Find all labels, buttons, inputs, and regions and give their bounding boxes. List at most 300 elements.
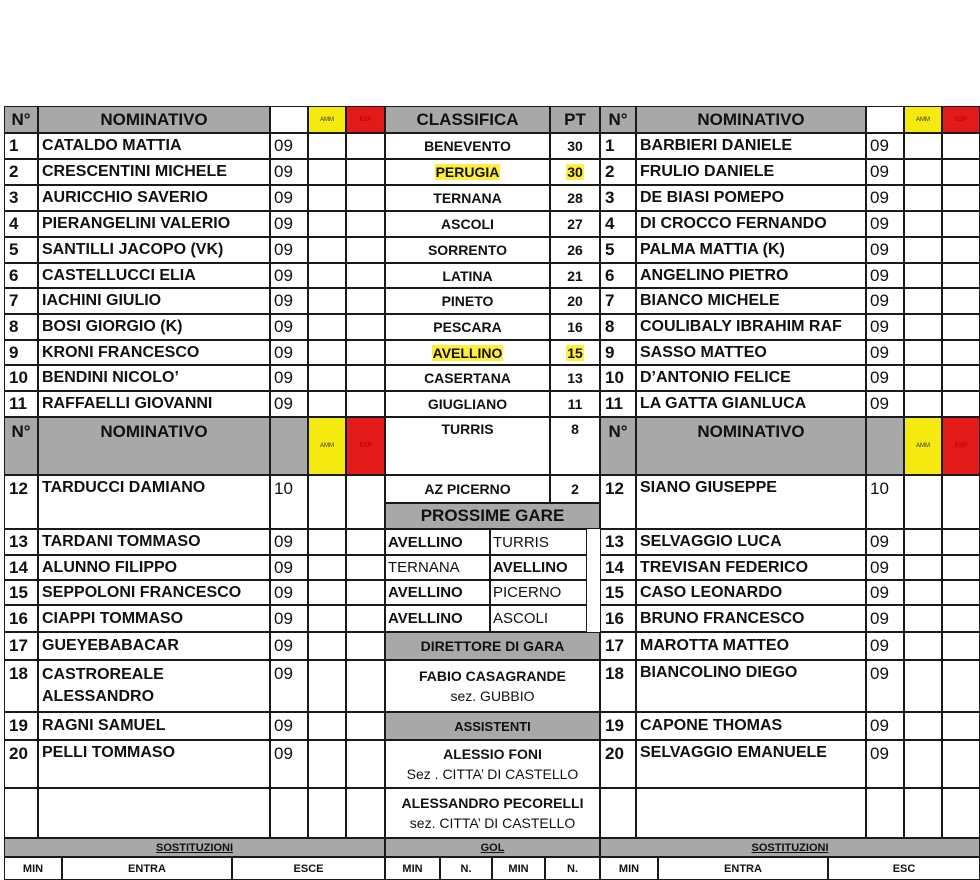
header-classifica: CLASSIFICA (385, 106, 550, 133)
right-sub-esp (942, 605, 980, 632)
right-empty-name (636, 788, 866, 838)
left-player-number: 5 (4, 237, 38, 263)
right-player-number: 6 (600, 263, 636, 288)
assistente1-name: ALESSIO FONI (443, 746, 542, 762)
right-player-name: FRULIO DANIELE (636, 159, 866, 185)
right-player-esp (942, 159, 980, 185)
left-player-matricola: 09 (270, 314, 308, 340)
left-player-esp (346, 263, 385, 288)
header-nominativo: NOMINATIVO (636, 106, 866, 133)
left-player-esp (346, 237, 385, 263)
left-sub-matricola: 09 (270, 529, 308, 555)
right-player-amm (904, 391, 942, 417)
right-player-esp (942, 237, 980, 263)
left-sub-esp (346, 660, 385, 712)
right-player-amm (904, 365, 942, 391)
header-esp-red: ESP (346, 106, 385, 133)
left-sostituzioni-header (4, 838, 385, 857)
left-player-matricola: 09 (270, 288, 308, 314)
left-sub-amm (308, 605, 346, 632)
standing-team (385, 340, 550, 365)
right-player-esp (942, 391, 980, 417)
team-points: 27 (567, 216, 583, 232)
right-sub-amm (904, 632, 942, 660)
left-player-matricola: 09 (270, 133, 308, 159)
left-player-amm (308, 365, 346, 391)
right-sub-esp (942, 475, 980, 529)
right-player-esp (942, 340, 980, 365)
direttore-label: DIRETTORE DI GARA (420, 638, 565, 654)
team-points: 28 (567, 190, 583, 206)
left-player-name: PIERANGELINI VALERIO (38, 211, 270, 237)
left-sub-amm (308, 740, 346, 788)
gol-label: GOL (480, 841, 505, 854)
left-sub-amm (308, 580, 346, 605)
right-player-name: ANGELINO PIETRO (636, 263, 866, 288)
left-player-name: CATALDO MATTIA (38, 133, 270, 159)
left-sub-number: 20 (4, 740, 38, 788)
assistenti-label: ASSISTENTI (454, 718, 531, 734)
right-player-amm (904, 159, 942, 185)
right-sub-amm (904, 712, 942, 740)
left-sub-amm (308, 475, 346, 529)
left-player-esp (346, 288, 385, 314)
right-player-amm (904, 340, 942, 365)
right-player-number: 4 (600, 211, 636, 237)
team-name: TERNANA (433, 190, 502, 206)
right-sub-amm (904, 740, 942, 788)
header-pt: PT (550, 106, 600, 133)
left-sub-name: ALUNNO FILIPPO (38, 555, 270, 580)
right-player-amm (904, 211, 942, 237)
left-sub-matricola: 09 (270, 632, 308, 660)
direttore-title (385, 632, 600, 660)
left-sub-number: 18 (4, 660, 38, 712)
right-sub-matricola: 09 (866, 580, 904, 605)
left-player-matricola: 09 (270, 237, 308, 263)
left-player-number: 10 (4, 365, 38, 391)
left-player-number: 9 (4, 340, 38, 365)
left-player-name: RAFFAELLI GIOVANNI (38, 391, 270, 417)
right-empty-amm (904, 788, 942, 838)
right-player-esp (942, 288, 980, 314)
right-player-esp (942, 211, 980, 237)
left-sub-name: CASTROREALE ALESSANDRO (38, 660, 270, 712)
right-sub-number: 20 (600, 740, 636, 788)
right-player-name: DI CROCCO FERNANDO (636, 211, 866, 237)
left-sub-esp (346, 740, 385, 788)
right-footer-min: MIN (600, 857, 658, 880)
right-player-number: 2 (600, 159, 636, 185)
right-sub-number: 18 (600, 660, 636, 712)
next-match-home: AVELLINO (385, 605, 490, 632)
standing-team (385, 391, 550, 417)
left-sub-number: 17 (4, 632, 38, 660)
next-match-away: PICERNO (490, 580, 587, 605)
gol-n-2: N. (545, 857, 600, 880)
right-empty-mat (866, 788, 904, 838)
left-footer-esce: ESCE (232, 857, 385, 880)
left-player-number: 7 (4, 288, 38, 314)
left-player-matricola: 09 (270, 185, 308, 211)
header-matricola (866, 106, 904, 133)
right-sub-name: BRUNO FRANCESCO (636, 605, 866, 632)
right-sub-amm (904, 580, 942, 605)
right-player-esp (942, 133, 980, 159)
right-player-matricola: 09 (866, 314, 904, 340)
header-nominativo: NOMINATIVO (38, 106, 270, 133)
left-player-amm (308, 391, 346, 417)
right-player-amm (904, 288, 942, 314)
left-footer-min: MIN (4, 857, 62, 880)
left-player-esp (346, 391, 385, 417)
next-match-home: TERNANA (385, 555, 490, 580)
standing-team (385, 263, 550, 288)
left-sub-esp (346, 580, 385, 605)
team-name: CASERTANA (424, 370, 511, 386)
right-sub-matricola: 09 (866, 660, 904, 712)
team-name: SORRENTO (427, 242, 508, 258)
right-sub-name: BIANCOLINO DIEGO (636, 660, 866, 712)
right-player-matricola: 09 (866, 263, 904, 288)
standing-team (385, 288, 550, 314)
right-player-name: PALMA MATTIA (K) (636, 237, 866, 263)
left-player-matricola: 09 (270, 263, 308, 288)
left-sub-number: 13 (4, 529, 38, 555)
right-player-number: 1 (600, 133, 636, 159)
right-sub-esp (942, 529, 980, 555)
header-matricola (270, 106, 308, 133)
left-player-number: 11 (4, 391, 38, 417)
left-empty-esp (346, 788, 385, 838)
standing-team: AZ PICERNO (385, 475, 550, 503)
header-matricola-subs (270, 417, 308, 475)
left-sub-matricola: 09 (270, 660, 308, 712)
right-player-number: 8 (600, 314, 636, 340)
next-match-away: AVELLINO (490, 555, 587, 580)
standing-team (385, 185, 550, 211)
header-num-subs: N° (4, 417, 38, 475)
right-footer-entra: ENTRA (658, 857, 828, 880)
direttore-name: FABIO CASAGRANDE (418, 668, 566, 684)
left-sub-name: TARDANI TOMMASO (38, 529, 270, 555)
left-sub-amm (308, 529, 346, 555)
gol-min-1: MIN (385, 857, 440, 880)
team-points: 15 (567, 344, 583, 361)
left-empty-num (4, 788, 38, 838)
right-sub-esp (942, 555, 980, 580)
left-sub-number: 14 (4, 555, 38, 580)
right-player-name: BARBIERI DANIELE (636, 133, 866, 159)
right-player-amm (904, 314, 942, 340)
team-name: AVELLINO (432, 344, 503, 361)
team-points: 26 (567, 242, 583, 258)
left-sub-amm (308, 712, 346, 740)
team-name: LATINA (442, 267, 493, 284)
left-sub-number: 15 (4, 580, 38, 605)
standing-team (385, 314, 550, 340)
header-amm-yellow: AMM (904, 106, 942, 133)
right-player-esp (942, 314, 980, 340)
gol-min-2: MIN (492, 857, 545, 880)
left-sub-name: RAGNI SAMUEL (38, 712, 270, 740)
right-sub-number: 15 (600, 580, 636, 605)
left-player-name: CRESCENTINI MICHELE (38, 159, 270, 185)
left-player-esp (346, 133, 385, 159)
next-match-away: ASCOLI (490, 605, 587, 632)
left-player-number: 2 (4, 159, 38, 185)
right-player-name: D’ANTONIO FELICE (636, 365, 866, 391)
right-player-matricola: 09 (866, 365, 904, 391)
gol-n-1: N. (440, 857, 492, 880)
standing-points (550, 314, 600, 340)
left-player-amm (308, 314, 346, 340)
left-sub-esp (346, 632, 385, 660)
left-player-esp (346, 340, 385, 365)
right-player-amm (904, 263, 942, 288)
left-player-amm (308, 185, 346, 211)
left-player-amm (308, 159, 346, 185)
left-sub-amm (308, 660, 346, 712)
left-player-amm (308, 237, 346, 263)
header-nominativo-subs: NOMINATIVO (636, 417, 866, 475)
right-player-number: 5 (600, 237, 636, 263)
right-sub-matricola: 09 (866, 712, 904, 740)
standing-points (550, 237, 600, 263)
left-sub-matricola: 09 (270, 580, 308, 605)
right-player-esp (942, 185, 980, 211)
left-sub-name: CIAPPI TOMMASO (38, 605, 270, 632)
left-sub-name: GUEYEBABACAR (38, 632, 270, 660)
standing-points (550, 211, 600, 237)
left-sub-amm (308, 632, 346, 660)
right-sub-esp (942, 712, 980, 740)
right-player-number: 7 (600, 288, 636, 314)
assistente1-info (385, 740, 600, 788)
assistente2-info (385, 788, 600, 838)
right-player-amm (904, 133, 942, 159)
standing-team (385, 237, 550, 263)
left-player-esp (346, 314, 385, 340)
left-player-amm (308, 211, 346, 237)
right-sub-number: 13 (600, 529, 636, 555)
team-points: 30 (567, 138, 583, 154)
left-player-number: 1 (4, 133, 38, 159)
right-sub-name: CAPONE THOMAS (636, 712, 866, 740)
next-match-home: AVELLINO (385, 529, 490, 555)
team-name: PINETO (441, 293, 494, 309)
right-sub-amm (904, 529, 942, 555)
left-footer-entra: ENTRA (62, 857, 232, 880)
left-player-amm (308, 133, 346, 159)
right-sub-matricola: 09 (866, 529, 904, 555)
right-sub-number: 12 (600, 475, 636, 529)
assistente2-name: ALESSANDRO PECORELLI (401, 795, 584, 811)
team-name: PERUGIA (435, 164, 500, 180)
left-player-matricola: 09 (270, 391, 308, 417)
header-nominativo-subs: NOMINATIVO (38, 417, 270, 475)
right-player-esp (942, 263, 980, 288)
right-sub-number: 19 (600, 712, 636, 740)
standing-points (550, 391, 600, 417)
right-player-number: 10 (600, 365, 636, 391)
header-matricola-subs (866, 417, 904, 475)
right-sub-matricola: 10 (866, 475, 904, 529)
right-sub-amm (904, 660, 942, 712)
right-sub-esp (942, 632, 980, 660)
right-player-name: COULIBALY IBRAHIM RAF (636, 314, 866, 340)
left-player-number: 3 (4, 185, 38, 211)
assistenti-title (385, 712, 600, 740)
right-player-matricola: 09 (866, 185, 904, 211)
left-player-number: 4 (4, 211, 38, 237)
team-points: 21 (567, 267, 583, 284)
right-player-number: 3 (600, 185, 636, 211)
left-player-name: BENDINI NICOLO’ (38, 365, 270, 391)
left-player-matricola: 09 (270, 211, 308, 237)
header-esp-red: ESP (346, 417, 385, 475)
header-esp-red: ESP (942, 106, 980, 133)
right-sub-number: 14 (600, 555, 636, 580)
team-points: 30 (567, 164, 583, 180)
right-sub-esp (942, 660, 980, 712)
direttore-info (385, 660, 600, 712)
right-player-name: BIANCO MICHELE (636, 288, 866, 314)
standing-team (385, 365, 550, 391)
right-player-matricola: 09 (866, 159, 904, 185)
team-points: 11 (567, 396, 583, 412)
left-player-name: CASTELLUCCI ELIA (38, 263, 270, 288)
gol-header (385, 838, 600, 857)
left-player-matricola: 09 (270, 159, 308, 185)
right-sub-matricola: 09 (866, 605, 904, 632)
standing-team (385, 133, 550, 159)
next-match-home: AVELLINO (385, 580, 490, 605)
standing-team: TURRIS (385, 417, 550, 475)
left-sub-number: 19 (4, 712, 38, 740)
right-player-name: LA GATTA GIANLUCA (636, 391, 866, 417)
left-empty-name (38, 788, 270, 838)
left-sub-esp (346, 555, 385, 580)
right-sub-amm (904, 475, 942, 529)
standing-points (550, 288, 600, 314)
left-sub-esp (346, 475, 385, 529)
standing-points (550, 365, 600, 391)
standing-points: 8 (550, 417, 600, 475)
team-name: BENEVENTO (424, 138, 511, 154)
left-player-esp (346, 185, 385, 211)
left-sub-matricola: 10 (270, 475, 308, 529)
left-player-name: BOSI GIORGIO (K) (38, 314, 270, 340)
standing-team (385, 159, 550, 185)
left-player-amm (308, 340, 346, 365)
left-player-amm (308, 288, 346, 314)
standing-points (550, 263, 600, 288)
header-esp-red: ESP (942, 417, 980, 475)
left-player-esp (346, 365, 385, 391)
right-player-matricola: 09 (866, 391, 904, 417)
left-player-name: KRONI FRANCESCO (38, 340, 270, 365)
right-sub-name: TREVISAN FEDERICO (636, 555, 866, 580)
left-sub-matricola: 09 (270, 740, 308, 788)
right-sub-name: MAROTTA MATTEO (636, 632, 866, 660)
right-player-matricola: 09 (866, 340, 904, 365)
team-name: GIUGLIANO (427, 396, 508, 412)
left-player-name: SANTILLI JACOPO (VK) (38, 237, 270, 263)
left-empty-amm (308, 788, 346, 838)
header-amm-yellow: AMM (308, 106, 346, 133)
right-player-number: 11 (600, 391, 636, 417)
header-amm-yellow: AMM (904, 417, 942, 475)
next-match-away: TURRIS (490, 529, 587, 555)
right-sub-esp (942, 580, 980, 605)
right-sub-name: SELVAGGIO LUCA (636, 529, 866, 555)
left-sub-name: SEPPOLONI FRANCESCO (38, 580, 270, 605)
right-player-esp (942, 365, 980, 391)
left-sub-esp (346, 605, 385, 632)
direttore-sez: sez. GUBBIO (450, 688, 535, 704)
left-sub-matricola: 09 (270, 605, 308, 632)
left-player-amm (308, 263, 346, 288)
header-num-subs: N° (600, 417, 636, 475)
right-player-matricola: 09 (866, 237, 904, 263)
right-player-name: DE BIASI POMEPO (636, 185, 866, 211)
right-sostituzioni-header (600, 838, 980, 857)
standing-points (550, 159, 600, 185)
left-sub-amm (308, 555, 346, 580)
right-empty-num (600, 788, 636, 838)
left-player-number: 6 (4, 263, 38, 288)
right-player-amm (904, 237, 942, 263)
left-sub-name: TARDUCCI DAMIANO (38, 475, 270, 529)
right-sub-name: CASO LEONARDO (636, 580, 866, 605)
right-player-matricola: 09 (866, 133, 904, 159)
assistente2-sez: sez. CITTA’ DI CASTELLO (409, 815, 576, 831)
left-player-number: 8 (4, 314, 38, 340)
right-sub-matricola: 09 (866, 740, 904, 788)
right-sub-number: 17 (600, 632, 636, 660)
right-footer-esce: ESC (828, 857, 980, 880)
left-sub-esp (346, 529, 385, 555)
left-sub-name: PELLI TOMMASO (38, 740, 270, 788)
left-sub-number: 12 (4, 475, 38, 529)
left-sub-matricola: 09 (270, 555, 308, 580)
right-sub-esp (942, 740, 980, 788)
header-num: N° (4, 106, 38, 133)
right-sub-name: SIANO GIUSEPPE (636, 475, 866, 529)
standing-team (385, 211, 550, 237)
left-sub-esp (346, 712, 385, 740)
right-player-number: 9 (600, 340, 636, 365)
right-sub-number: 16 (600, 605, 636, 632)
left-player-name: IACHINI GIULIO (38, 288, 270, 314)
left-sub-matricola: 09 (270, 712, 308, 740)
team-name: ASCOLI (441, 216, 494, 232)
team-name: PESCARA (433, 319, 502, 335)
right-sub-amm (904, 555, 942, 580)
right-player-matricola: 09 (866, 288, 904, 314)
team-points: 16 (567, 319, 583, 335)
standing-points (550, 340, 600, 365)
left-player-esp (346, 159, 385, 185)
team-points: 13 (567, 370, 583, 386)
right-sub-amm (904, 605, 942, 632)
left-sub-number: 16 (4, 605, 38, 632)
left-player-matricola: 09 (270, 365, 308, 391)
sostituzioni-label: SOSTITUZIONI (156, 841, 233, 854)
left-player-name: AURICCHIO SAVERIO (38, 185, 270, 211)
standing-points (550, 133, 600, 159)
